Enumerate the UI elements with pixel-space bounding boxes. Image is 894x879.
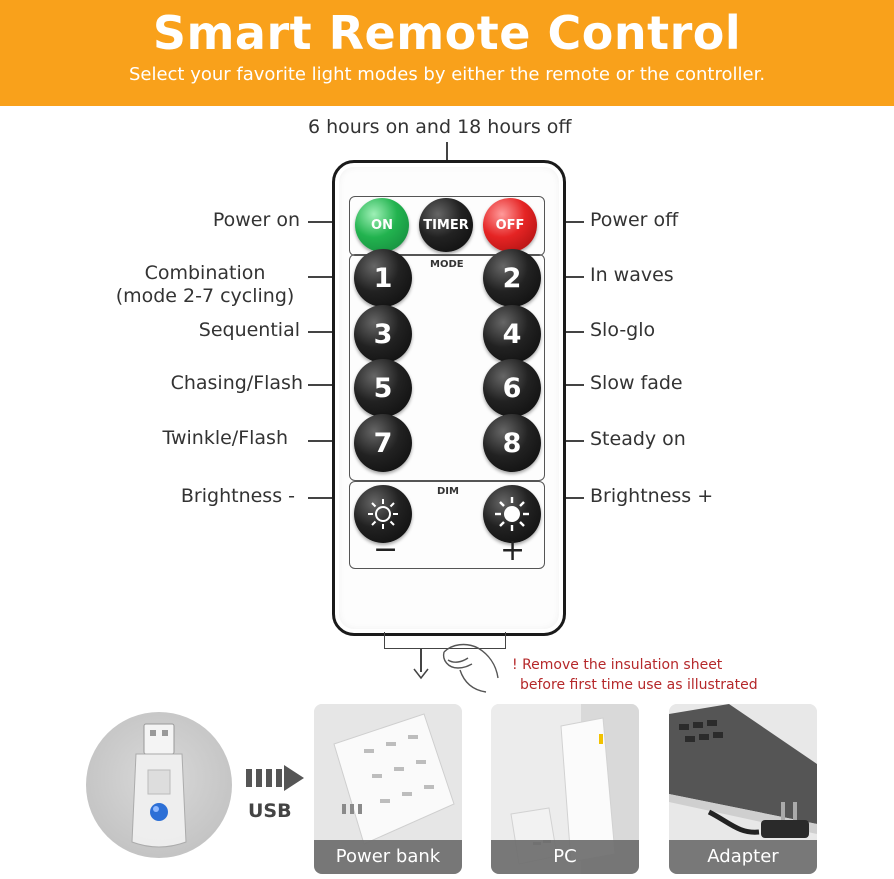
photo-adapter xyxy=(669,704,817,874)
timer-note: 6 hours on and 18 hours off xyxy=(308,116,572,138)
label-slow-fade: Slow fade xyxy=(590,372,683,394)
label-combination-line2: (mode 2-7 cycling) xyxy=(115,285,295,307)
mode-button-1[interactable]: 1 xyxy=(354,249,412,307)
hand-icon xyxy=(438,638,504,696)
plus-sign: + xyxy=(500,533,526,568)
label-sequential: Sequential xyxy=(198,319,300,341)
minus-sign: − xyxy=(373,532,399,567)
dim-title: DIM xyxy=(437,486,459,497)
photo-caption-adapter: Adapter xyxy=(669,840,817,874)
mode-button-2[interactable]: 2 xyxy=(483,249,541,307)
insulation-notice xyxy=(512,655,758,695)
usb-arrow-icon xyxy=(244,765,306,791)
page-title: Smart Remote Control xyxy=(152,6,742,60)
mode-button-6[interactable]: 6 xyxy=(483,359,541,417)
label-brightness-minus: Brightness - xyxy=(180,485,295,507)
label-combination-line1: Combination xyxy=(144,262,266,284)
sun-small-icon xyxy=(366,497,400,531)
usb-dongle-icon xyxy=(86,712,232,858)
header-banner xyxy=(0,0,894,106)
usb-controller-image xyxy=(86,712,232,858)
label-in-waves: In waves xyxy=(590,264,674,286)
photo-caption-power-bank: Power bank xyxy=(314,840,462,874)
down-arrow-icon xyxy=(413,668,429,680)
usb-label: USB xyxy=(248,800,292,822)
on-button[interactable]: ON xyxy=(355,198,409,252)
label-chasing-flash: Chasing/Flash xyxy=(170,372,303,394)
mode-button-5[interactable]: 5 xyxy=(354,359,412,417)
photo-caption-pc: PC xyxy=(491,840,639,874)
sun-bright-icon xyxy=(494,496,530,532)
photo-pc xyxy=(491,704,639,874)
notice-line-2: before first time use as illustrated xyxy=(520,677,758,693)
mode-button-3[interactable]: 3 xyxy=(354,305,412,363)
mode-button-8[interactable]: 8 xyxy=(483,414,541,472)
label-power-on: Power on xyxy=(212,209,300,231)
photo-power-bank xyxy=(314,704,462,874)
mode-title: MODE xyxy=(430,259,464,270)
mode-button-7[interactable]: 7 xyxy=(354,414,412,472)
label-power-off: Power off xyxy=(590,209,679,231)
timer-button[interactable]: TIMER xyxy=(419,198,473,252)
page-subtitle: Select your favorite light modes by either the remote or the controller. xyxy=(128,64,766,85)
label-steady-on: Steady on xyxy=(590,428,686,450)
label-brightness-plus: Brightness + xyxy=(590,485,714,507)
label-combination xyxy=(100,262,310,308)
off-button[interactable]: OFF xyxy=(483,198,537,252)
label-slo-glo: Slo-glo xyxy=(590,319,656,341)
mode-button-4[interactable]: 4 xyxy=(483,305,541,363)
notice-line-1: ! Remove the insulation sheet xyxy=(512,657,723,673)
label-twinkle-flash: Twinkle/Flash xyxy=(162,427,288,449)
remote-control xyxy=(332,160,566,636)
